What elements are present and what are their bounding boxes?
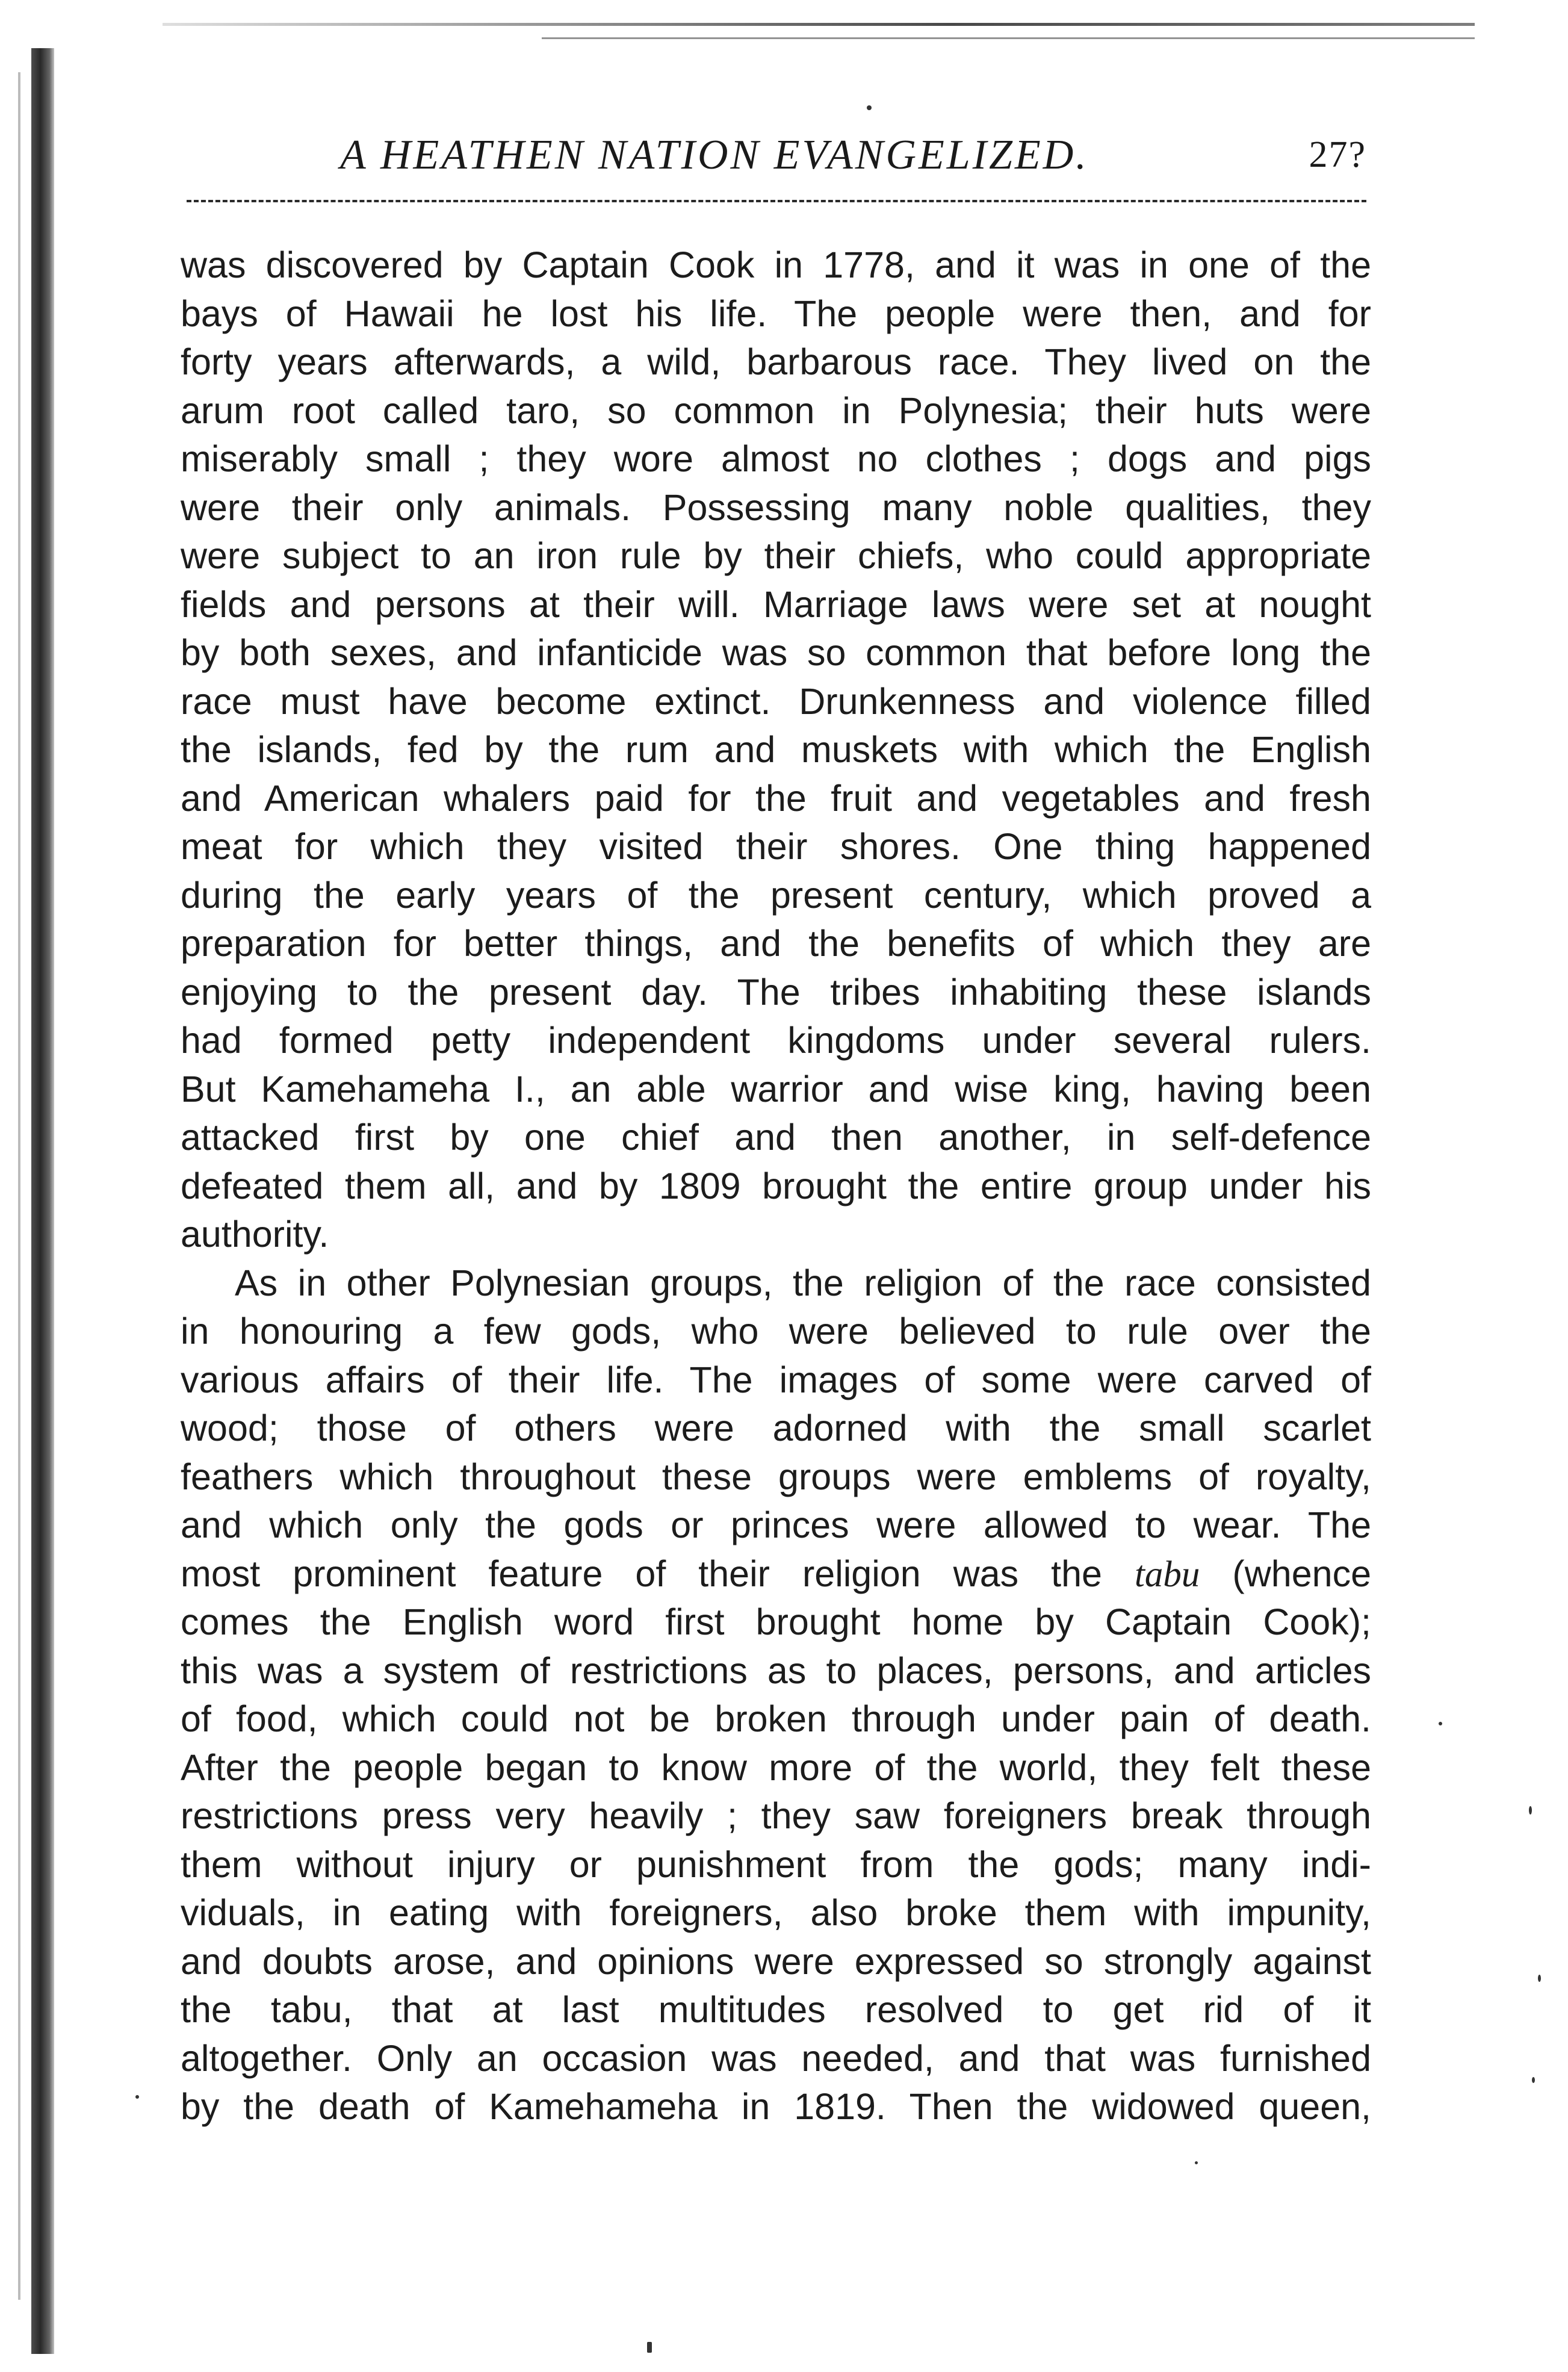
text-line: the tabu, that at last multitudes resolved to get rid of it bbox=[181, 1989, 1371, 2030]
scan-edge-rule bbox=[163, 23, 1475, 26]
text-line: comes the English word first brought home by Captain Cook); bbox=[181, 1601, 1371, 1642]
italic-word: tabu bbox=[1134, 1554, 1200, 1595]
text-line: fields and persons at their will. Marriage laws were set at nought bbox=[181, 583, 1371, 625]
running-header bbox=[187, 131, 1366, 197]
text-line: were their only animals. Possessing many noble qualities, they bbox=[181, 486, 1371, 528]
text-line: during the early years of the present century, which proved a bbox=[181, 874, 1371, 916]
text-line: attacked first by one chief and then another, in self-defence bbox=[181, 1117, 1371, 1158]
scan-speck bbox=[1195, 2161, 1198, 2164]
text-line: defeated them all, and by 1809 brought the entire group under his bbox=[181, 1165, 1371, 1206]
text-line: the islands, fed by the rum and muskets with which the English bbox=[181, 729, 1371, 770]
text-line: feathers which throughout these groups were emblems of royalty, bbox=[181, 1456, 1371, 1497]
scan-speck bbox=[867, 105, 872, 110]
scan-speck bbox=[1532, 2077, 1535, 2083]
text-line: preparation for better things, and the benefits of which they are bbox=[181, 923, 1371, 964]
text-line: restrictions press very heavily ; they saw foreigners break through bbox=[181, 1795, 1371, 1836]
text-line: race must have become extinct. Drunkenness and violence filled bbox=[181, 680, 1371, 722]
book-spine-shadow bbox=[31, 48, 54, 2354]
scan-speck bbox=[1439, 1722, 1442, 1725]
scan-speck bbox=[647, 2342, 652, 2353]
text-line: altogether. Only an occasion was needed, and that was furnished bbox=[181, 2037, 1371, 2079]
scan-speck bbox=[1529, 1806, 1532, 1815]
text-line: meat for which they visited their shores. One thing happened bbox=[181, 826, 1371, 867]
page-edge-shadow bbox=[18, 72, 20, 2300]
text-line: viduals, in eating with foreigners, also broke them with impunity, bbox=[181, 1892, 1371, 1933]
text-line: most prominent feature of their religion was the tabu (whence bbox=[181, 1553, 1372, 1595]
text-line: this was a system of restrictions as to places, persons, and articles bbox=[181, 1650, 1371, 1691]
scan-speck bbox=[135, 2095, 139, 2099]
text-line: enjoying to the present day. The tribes inhabiting these islands bbox=[181, 971, 1371, 1013]
text-line: arum root called taro, so common in Polynesia; their huts were bbox=[181, 390, 1371, 431]
text-line: of food, which could not be broken through under pain of death. bbox=[181, 1698, 1371, 1739]
header-rule bbox=[187, 200, 1366, 202]
text-line: and doubts arose, and opinions were expressed so strongly against bbox=[181, 1940, 1371, 1982]
text-line: As in other Polynesian groups, the religion of the race consisted bbox=[235, 1262, 1371, 1303]
text-line: various affairs of their life. The images of some were carved of bbox=[181, 1359, 1371, 1400]
scan-edge-rule-secondary bbox=[542, 37, 1475, 39]
text-line: in honouring a few gods, who were believed to rule over the bbox=[181, 1311, 1371, 1352]
text-line: forty years afterwards, a wild, barbarous race. They lived on the bbox=[181, 341, 1371, 382]
page-number: 27? bbox=[1309, 134, 1366, 175]
text-line: by both sexes, and infanticide was so common that before long the bbox=[181, 632, 1371, 673]
text-line: was discovered by Captain Cook in 1778, and it was in one of the bbox=[181, 244, 1371, 285]
text-line: After the people began to know more of the world, they felt these bbox=[181, 1746, 1371, 1788]
text-line: authority. bbox=[181, 1214, 329, 1255]
text-line: by the death of Kamehameha in 1819. Then the widowed queen, bbox=[181, 2086, 1371, 2127]
text-line: and which only the gods or princes were allowed to wear. The bbox=[181, 1504, 1371, 1545]
text-line: wood; those of others were adorned with the small scarlet bbox=[181, 1408, 1371, 1448]
running-title: A HEATHEN NATION EVANGELIZED. bbox=[340, 132, 1089, 178]
text-line: were subject to an iron rule by their chiefs, who could appropriate bbox=[181, 535, 1371, 576]
text-line: miserably small ; they wore almost no clothes ; dogs and pigs bbox=[181, 438, 1371, 479]
scan-speck bbox=[1538, 1975, 1541, 1982]
text-line: and American whalers paid for the fruit and vegetables and fresh bbox=[181, 777, 1371, 819]
body-text bbox=[181, 241, 1371, 2131]
text-line: But Kamehameha I., an able warrior and wise king, having been bbox=[181, 1068, 1371, 1110]
text-line: them without injury or punishment from the gods; many indi- bbox=[181, 1843, 1371, 1885]
text-line: had formed petty independent kingdoms under several rulers. bbox=[181, 1020, 1371, 1061]
text-line: bays of Hawaii he lost his life. The people were then, and for bbox=[181, 293, 1371, 334]
